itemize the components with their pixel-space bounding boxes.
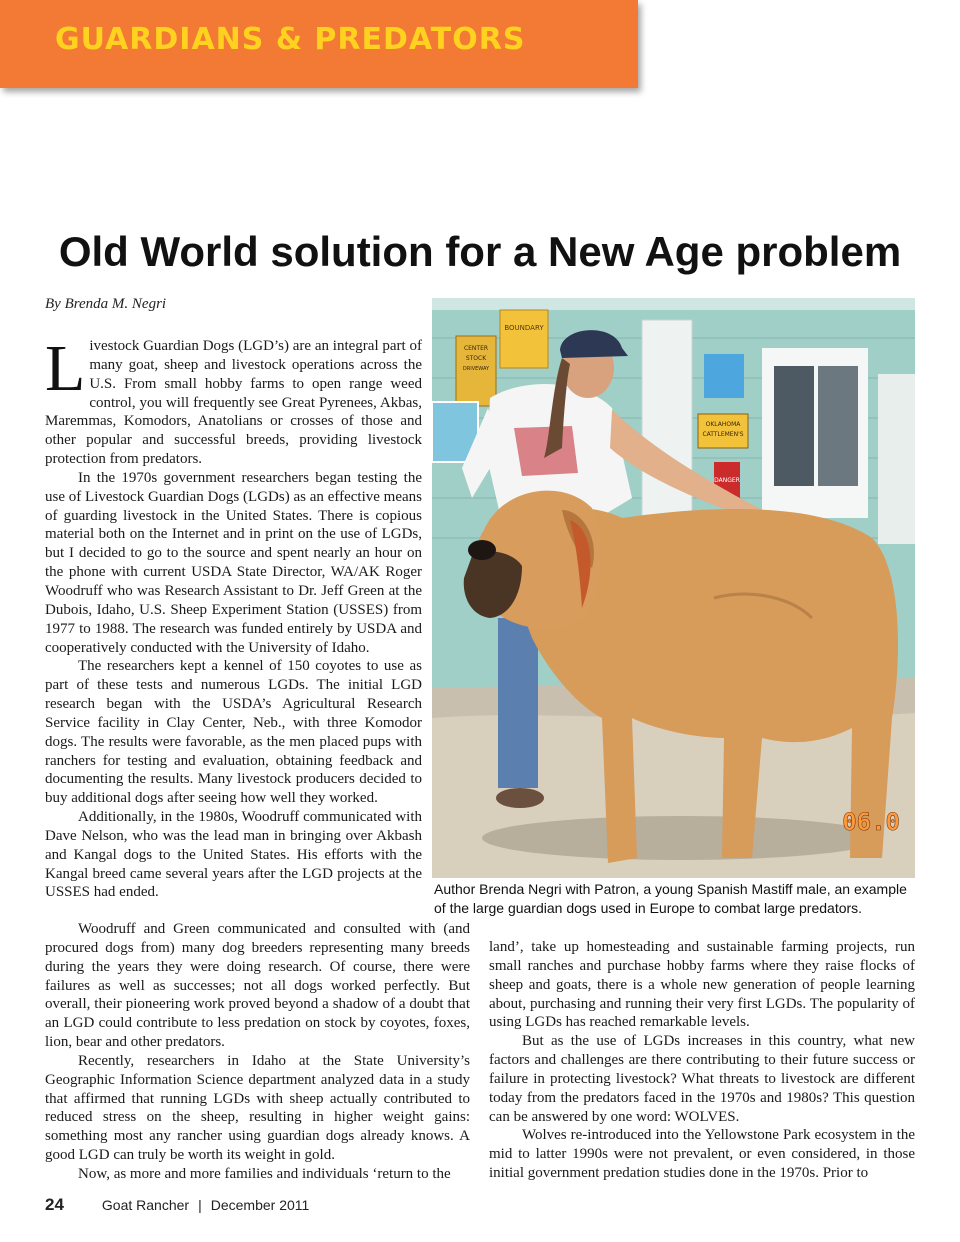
svg-text:OKLAHOMA: OKLAHOMA	[705, 421, 741, 428]
paragraph: In the 1970s government researchers began testing the use of Livestock Guardian Dogs (LGDs) as an effective means of guarding livestock in the United States. There is copious material both on the Internet and in print on the use of LGDs, but I decided to go to the source and spent nearly an hour on the phone with current USDA State Director, WA/AK Roger Woodruff who was Research Assistant to Dr. Jeff Green at the Dubois, Idaho, U.S. Sheep Experiment Station (USSES) from 1977 to 1988. The research was funded entirely by USDA and cooperatively conducted with the University of Idaho.	[45, 469, 422, 656]
svg-text:DRIVEWAY: DRIVEWAY	[462, 366, 490, 372]
dog-and-author-photo	[432, 298, 915, 878]
article-photo	[432, 298, 915, 878]
svg-text:CATTLEMEN'S: CATTLEMEN'S	[702, 431, 744, 438]
issue-date: December 2011	[210, 1197, 310, 1213]
paragraph: Additionally, in the 1980s, Woodruff communicated with Dave Nelson, who was the lead man in bringing over Akbash and Kangal dogs to the United States. His efforts with the Kangal breed came several years after the LGD projects at the USSES had ended.	[45, 809, 422, 901]
paragraph: The researchers kept a kennel of 150 coyotes to use as part of these tests and numerous LGDs. The initial LGD research began with the USDA’s Agricultural Research Service facility in Clay Center, Neb., with three Komodor dogs. The results were favorable, as the men placed pups with ranchers for testing and evaluation, obtaining feedback and documenting the results. Many livestock producers decided to buy additional dogs after seeing how well they worked.	[45, 658, 422, 807]
paragraph: Woodruff and Green communicated and consulted with (and procured dogs from) many dog breeders representing many breeds during the years they were doing research. Of course, there were failures as well as successes; not all dogs worked perfectly. But overall, their pioneering work proved beyond a shadow of a doubt that an LGD could contribute to less predation on stock by coyotes, foxes, lion, bear and other predators.	[45, 921, 470, 1051]
paragraph: Now, as more and more families and individuals ‘return to the	[78, 1165, 451, 1182]
section-banner	[0, 0, 638, 88]
magazine-name: Goat Rancher	[101, 1197, 190, 1213]
photo-caption: Author Brenda Negri with Patron, a young Spanish Mastiff male, an example of the large guardian dogs used in Europe to combat large predators.	[434, 881, 907, 916]
article-title: Old World solution for a New Age problem	[58, 228, 902, 275]
paragraph: land’, take up homesteading and sustainable farming projects, run small ranches and purchase hobby farms where they raise flocks of sheep and goats, there is a whole new generation of people learning about, purchasing and running their very first LGDs. The popularity of using LGDs has reached remarkable levels.	[489, 939, 915, 1031]
article-column-left-lower	[45, 920, 470, 1184]
paragraph: Livestock Guardian Dogs (LGD’s) are an integral part of many goat, sheep and livestock operations across the U.S. From small hobby farms to open range weed control, you will frequently see Great Pyrenees, Akbas, Maremmas, Komodors, Anatolians or crosses of those and other popular and successful breeds, providing livestock protection from predators.	[45, 332, 422, 468]
svg-text:DANGER: DANGER	[714, 477, 740, 484]
photo-timestamp: 06.0	[842, 808, 900, 836]
byline: By Brenda M. Negri	[45, 296, 167, 312]
page-footer	[45, 1195, 309, 1215]
section-title: GUARDIANS & PREDATORS	[55, 22, 526, 57]
svg-text:CENTER: CENTER	[463, 345, 489, 352]
article-column-left	[45, 332, 422, 902]
paragraph: Recently, researchers in Idaho at the State University’s Geographic Information Science department analyzed data in a study that affirmed that running LGDs with sheep actually contributed to reduced stress on the sheep, resulting in higher weight gains: something most any rancher using guardian dogs already knows. A good LGD can truly be worth its weight in gold.	[45, 1052, 470, 1164]
svg-text:BOUNDARY: BOUNDARY	[504, 324, 544, 332]
page-number: 24	[45, 1195, 64, 1214]
svg-text:STOCK: STOCK	[465, 355, 487, 362]
paragraph: But as the use of LGDs increases in this country, what new factors and challenges are there contributing to their future success or failure in protecting livestock? What threats to livestock are different today from the predators faced in the 1970s and 1980s? This question can be answered by one word: WOLVES.	[489, 1033, 915, 1125]
footer-separator: |	[198, 1197, 202, 1213]
drop-cap: L	[45, 332, 86, 405]
paragraph: Wolves re-introduced into the Yellowstone Park ecosystem in the mid to latter 1990s were not prevalent, or even considered, in those initial government predation studies done in the 1970s. Prior to	[489, 1127, 915, 1182]
article-column-right	[489, 938, 915, 1183]
